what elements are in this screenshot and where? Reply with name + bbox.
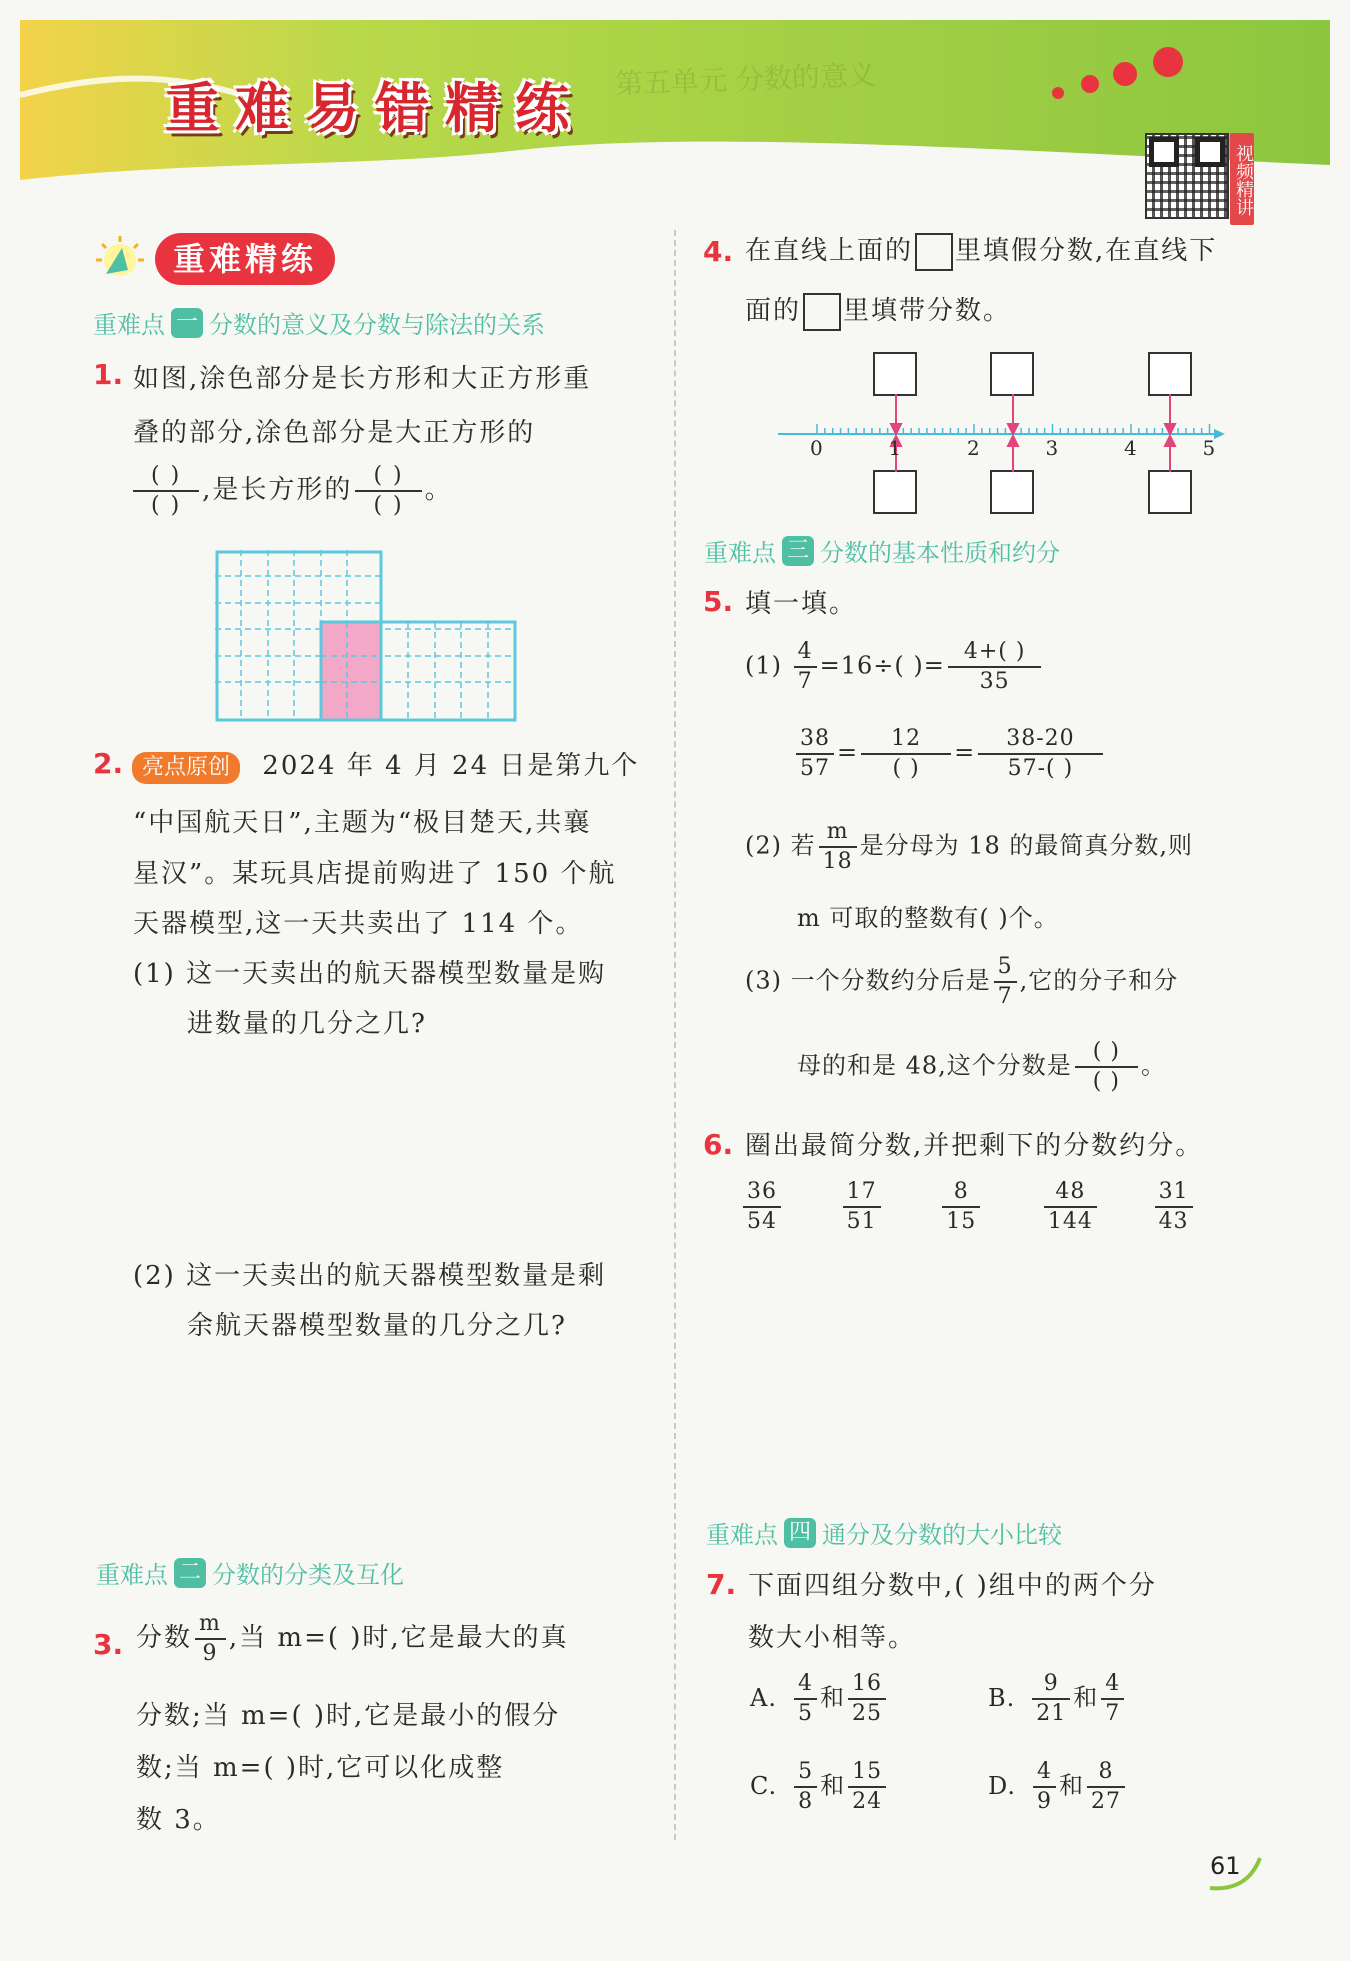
q7-line-2: 数大小相等。 [748, 1623, 917, 1653]
question-number-1: 1. [93, 358, 124, 391]
fraction: $\frac{4}{7}$ [794, 638, 817, 696]
header-faint-text: 第五单元 分数的意义 [614, 58, 877, 101]
key-point-4 [706, 1515, 1062, 1550]
q6-title: 圈出最简分数,并把剩下的分数约分。 [745, 1131, 1204, 1161]
question-number-4: 4. [703, 235, 734, 268]
fraction: $\frac{4+( )}{35}$ [948, 638, 1042, 696]
fraction: $\frac{5}{7}$ [994, 953, 1017, 1011]
original-tag: 亮点原创 [132, 752, 240, 784]
mixed-number-box-1[interactable] [873, 470, 917, 514]
q1-grid-figure [215, 550, 520, 725]
q6-fraction-4[interactable]: $\frac{48}{144}$ [1044, 1178, 1097, 1236]
tick-label: 1 [888, 436, 902, 460]
q4-line-1: 在直线上面的 里填假分数,在直线下 [745, 230, 1217, 271]
page-number: 61 [1210, 1852, 1241, 1880]
q7-option-b[interactable]: B. $\frac{9}{21}$ 和 $\frac{4}{7}$ [988, 1670, 1127, 1728]
q3-fraction: $\frac{m}{9}$ [195, 1610, 226, 1668]
key-point-number: 二 [174, 1558, 206, 1588]
tick-label: 2 [967, 436, 980, 460]
q2-sub1-line-1: (1) 这一天卖出的航天器模型数量是购 [133, 959, 607, 989]
q5-part-3-row-2: 母的和是 48,这个分数是 $\frac{( )}{( )}$ 。 [797, 1039, 1166, 1094]
q3-line-1: 分数 $\frac{m}{9}$ ,当 m=( )时,它是最大的真 [136, 1611, 569, 1666]
q7-option-a[interactable]: A. $\frac{4}{5}$ 和 $\frac{16}{25}$ [750, 1670, 889, 1728]
key-point-2 [96, 1555, 404, 1590]
key-point-1 [93, 305, 545, 340]
q5-part-1-row-2: $\frac{38}{57}$ = $\frac{12}{( )}$ = $\frac{38-20}{57-( )}$ [793, 725, 1106, 783]
number-line-labels [770, 436, 1230, 466]
q3-line-2: 分数;当 m=( )时,它是最小的假分 [136, 1701, 561, 1731]
key-point-number: 四 [784, 1518, 816, 1548]
q6-fraction-row [740, 1178, 1196, 1236]
answer-box-sample [915, 233, 953, 271]
key-point-label: 重难点 [704, 539, 776, 567]
page-title: 重难易错精练 [165, 77, 585, 140]
column-divider [674, 230, 676, 1840]
key-point-text: 分数的基本性质和约分 [820, 539, 1061, 567]
q1-line-3: $\frac{( )}{( )}$ ,是长方形的 $\frac{( )}{( )}$ 。 [130, 462, 453, 520]
q5-answer-fraction[interactable]: $\frac{( )}{( )}$ [1075, 1038, 1138, 1096]
q1-answer-fraction-1[interactable]: $\frac{( )}{( )}$ [133, 462, 199, 520]
qr-code[interactable] [1145, 133, 1229, 219]
question-number-2: 2. [93, 747, 124, 780]
q6-fraction-1[interactable]: $\frac{36}{54}$ [743, 1178, 781, 1236]
q2-sub2-line-2: 余航天器模型数量的几分之几? [187, 1311, 567, 1341]
question-number-6: 6. [703, 1128, 734, 1161]
tick-label: 0 [810, 436, 823, 460]
fraction: $\frac{m}{18}$ [819, 818, 857, 876]
mixed-number-box-3[interactable] [1148, 470, 1192, 514]
q3-line-4: 数 3。 [136, 1805, 221, 1835]
q6-fraction-2[interactable]: $\frac{17}{51}$ [843, 1178, 881, 1236]
q7-line-1: 下面四组分数中,( )组中的两个分 [748, 1571, 1157, 1601]
key-point-text: 分数的意义及分数与除法的关系 [209, 311, 546, 339]
key-point-number: 三 [782, 536, 814, 566]
q2-line-2: “中国航天日”,主题为“极目楚天,共襄 [133, 808, 592, 838]
answer-box-sample [803, 293, 841, 331]
q7-option-d[interactable]: D. $\frac{4}{9}$ 和 $\frac{8}{27}$ [988, 1758, 1128, 1816]
key-point-text: 通分及分数的大小比较 [822, 1521, 1063, 1549]
q4-line-2: 面的 里填带分数。 [745, 290, 1011, 331]
q2-line-1: 亮点原创 2024 年 4 月 24 日是第九个 [132, 745, 639, 784]
q5-part-1-row-1: (1) $\frac{4}{7}$ =16÷( )= $\frac{4+( )}{35}$ [745, 638, 1044, 696]
q2-sub2-line-1: (2) 这一天卖出的航天器模型数量是剩 [133, 1261, 607, 1291]
qr-label: 视频精讲 [1230, 133, 1254, 225]
fraction: $\frac{38}{57}$ [796, 725, 834, 783]
key-point-label: 重难点 [96, 1561, 168, 1589]
q1-answer-fraction-2[interactable]: $\frac{( )}{( )}$ [355, 462, 421, 520]
key-point-text: 分数的分类及互化 [212, 1561, 405, 1589]
sparkle-icon [92, 230, 148, 286]
q5-part-2-row-1: (2) 若 $\frac{m}{18}$ 是分母为 18 的最简真分数,则 [745, 819, 1194, 874]
q5-part-2-row-2: m 可取的整数有( )个。 [797, 904, 1059, 932]
q2-line-4: 天器模型,这一天共卖出了 114 个。 [133, 909, 584, 939]
section-badge: 重难精练 [155, 233, 335, 285]
mixed-number-box-2[interactable] [990, 470, 1034, 514]
fraction: $\frac{38-20}{57-( )}$ [978, 725, 1102, 783]
key-point-label: 重难点 [706, 1521, 778, 1549]
q1-line-1: 如图,涂色部分是长方形和大正方形重 [133, 364, 592, 394]
tick-label: 4 [1124, 436, 1137, 460]
q6-fraction-3[interactable]: $\frac{8}{15}$ [942, 1178, 980, 1236]
tick-label: 5 [1202, 436, 1216, 460]
key-point-number: 一 [171, 308, 203, 338]
header-banner [0, 0, 1350, 216]
q5-title: 填一填。 [745, 589, 858, 619]
q5-part-3-row-1: (3) 一个分数约分后是 $\frac{5}{7}$ ,它的分子和分 [745, 954, 1179, 1009]
q6-fraction-5[interactable]: $\frac{31}{43}$ [1155, 1178, 1193, 1236]
key-point-3 [704, 533, 1060, 568]
improper-fraction-box-3[interactable] [1148, 352, 1192, 396]
q2-line-3: 星汉”。某玩具店提前购进了 150 个航 [133, 859, 617, 889]
improper-fraction-box-2[interactable] [990, 352, 1034, 396]
fraction: $\frac{12}{( )}$ [861, 725, 951, 783]
q3-line-3: 数;当 m=( )时,它可以化成整 [136, 1753, 505, 1783]
q2-sub1-line-2: 进数量的几分之几? [187, 1009, 427, 1039]
question-number-5: 5. [703, 585, 734, 618]
question-number-7: 7. [706, 1568, 737, 1601]
q1-line-2: 叠的部分,涂色部分是大正方形的 [133, 418, 536, 448]
improper-fraction-box-1[interactable] [873, 352, 917, 396]
key-point-label: 重难点 [93, 311, 165, 339]
tick-label: 3 [1045, 436, 1059, 460]
question-number-3: 3. [93, 1628, 124, 1661]
q7-option-c[interactable]: C. $\frac{5}{8}$ 和 $\frac{15}{24}$ [750, 1758, 889, 1816]
